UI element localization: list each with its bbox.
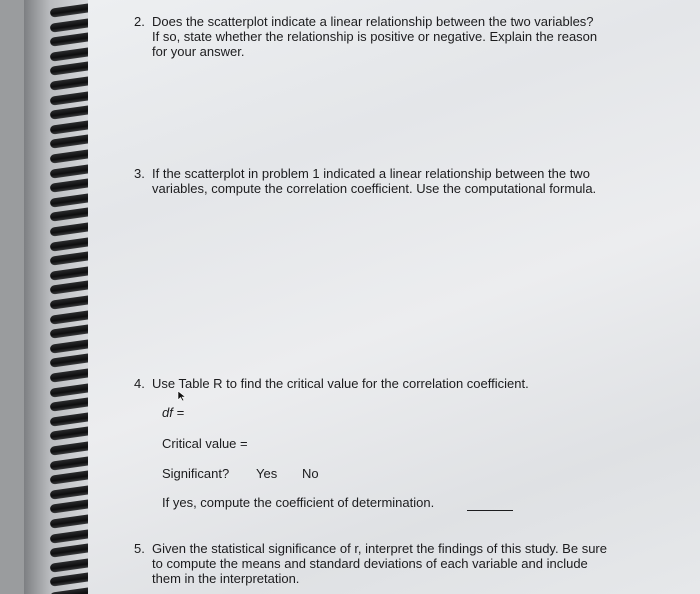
mouse-cursor-icon xyxy=(177,390,187,402)
spiral-coil xyxy=(50,558,88,572)
spiral-coil xyxy=(50,310,88,324)
question-text-line: If so, state whether the relationship is positive or negative. Explain the reason xyxy=(152,29,598,44)
spiral-coil xyxy=(50,573,88,587)
spiral-coil xyxy=(50,514,88,528)
question-text-line: Use Table R to find the critical value for the correlation coefficient. xyxy=(152,376,529,391)
spiral-coil xyxy=(50,354,88,368)
question-text-line: Does the scatterplot indicate a linear relationship between the two variables? xyxy=(152,14,594,29)
spiral-coil xyxy=(50,164,88,178)
yes-option: Yes xyxy=(256,466,278,481)
spiral-coil xyxy=(50,135,88,149)
spiral-coil xyxy=(50,383,88,397)
spiral-coil xyxy=(50,149,88,163)
spiral-coil xyxy=(50,193,88,207)
spiral-coil xyxy=(50,368,88,382)
spiral-coil xyxy=(50,339,88,353)
question-number: 5. xyxy=(134,541,145,556)
spiral-coil xyxy=(50,76,88,90)
spiral-coil xyxy=(50,295,88,309)
question-text-line: them in the interpretation. xyxy=(152,571,300,586)
df-label: df = xyxy=(162,405,185,420)
spiral-coil xyxy=(50,91,88,105)
spiral-coil xyxy=(50,47,88,61)
spiral-coil xyxy=(50,237,88,251)
spiral-coil xyxy=(50,456,88,470)
spiral-coil xyxy=(50,251,88,265)
no-option: No xyxy=(302,466,319,481)
question-number: 3. xyxy=(134,166,145,181)
question-text-line: Given the statistical significance of r, interpret the findings of this study. Be sure xyxy=(152,541,607,556)
spiral-coil xyxy=(50,397,88,411)
spiral-coil xyxy=(50,3,88,17)
question-number: 4. xyxy=(134,376,145,391)
question-text-line: If the scatterplot in problem 1 indicated a linear relationship between the two xyxy=(152,166,590,181)
spiral-coil xyxy=(50,32,88,46)
spiral-coil xyxy=(50,208,88,222)
question-text-line: variables, compute the correlation coefficient. Use the computational formula. xyxy=(152,181,597,196)
spiral-coil xyxy=(50,441,88,455)
spiral-coil xyxy=(50,470,88,484)
spiral-coil xyxy=(50,500,88,514)
spiral-coil xyxy=(50,485,88,499)
question-text-line: to compute the means and standard deviations of each variable and include xyxy=(152,556,588,571)
critical-value-label: Critical value = xyxy=(162,436,248,451)
spiral-coil xyxy=(50,543,88,557)
spiral-binding-icon xyxy=(24,0,88,594)
spiral-coil xyxy=(50,62,88,76)
significant-label: Significant? xyxy=(162,466,230,481)
determination-label: If yes, compute the coefficient of determination. xyxy=(162,495,435,510)
spiral-coil xyxy=(50,281,88,295)
spiral-coil xyxy=(50,105,88,119)
spiral-coil xyxy=(50,178,88,192)
worksheet-page xyxy=(24,0,700,594)
question-number: 2. xyxy=(134,14,145,29)
answer-blank xyxy=(467,510,513,511)
spiral-coil xyxy=(50,587,88,594)
spiral-coil xyxy=(50,324,88,338)
spiral-coil xyxy=(50,412,88,426)
spiral-coil xyxy=(50,120,88,134)
spiral-coil xyxy=(50,222,88,236)
question-text-line: for your answer. xyxy=(152,44,245,59)
spiral-coil xyxy=(50,529,88,543)
spiral-coil xyxy=(50,427,88,441)
spiral-coil xyxy=(50,266,88,280)
spiral-coil xyxy=(50,18,88,32)
